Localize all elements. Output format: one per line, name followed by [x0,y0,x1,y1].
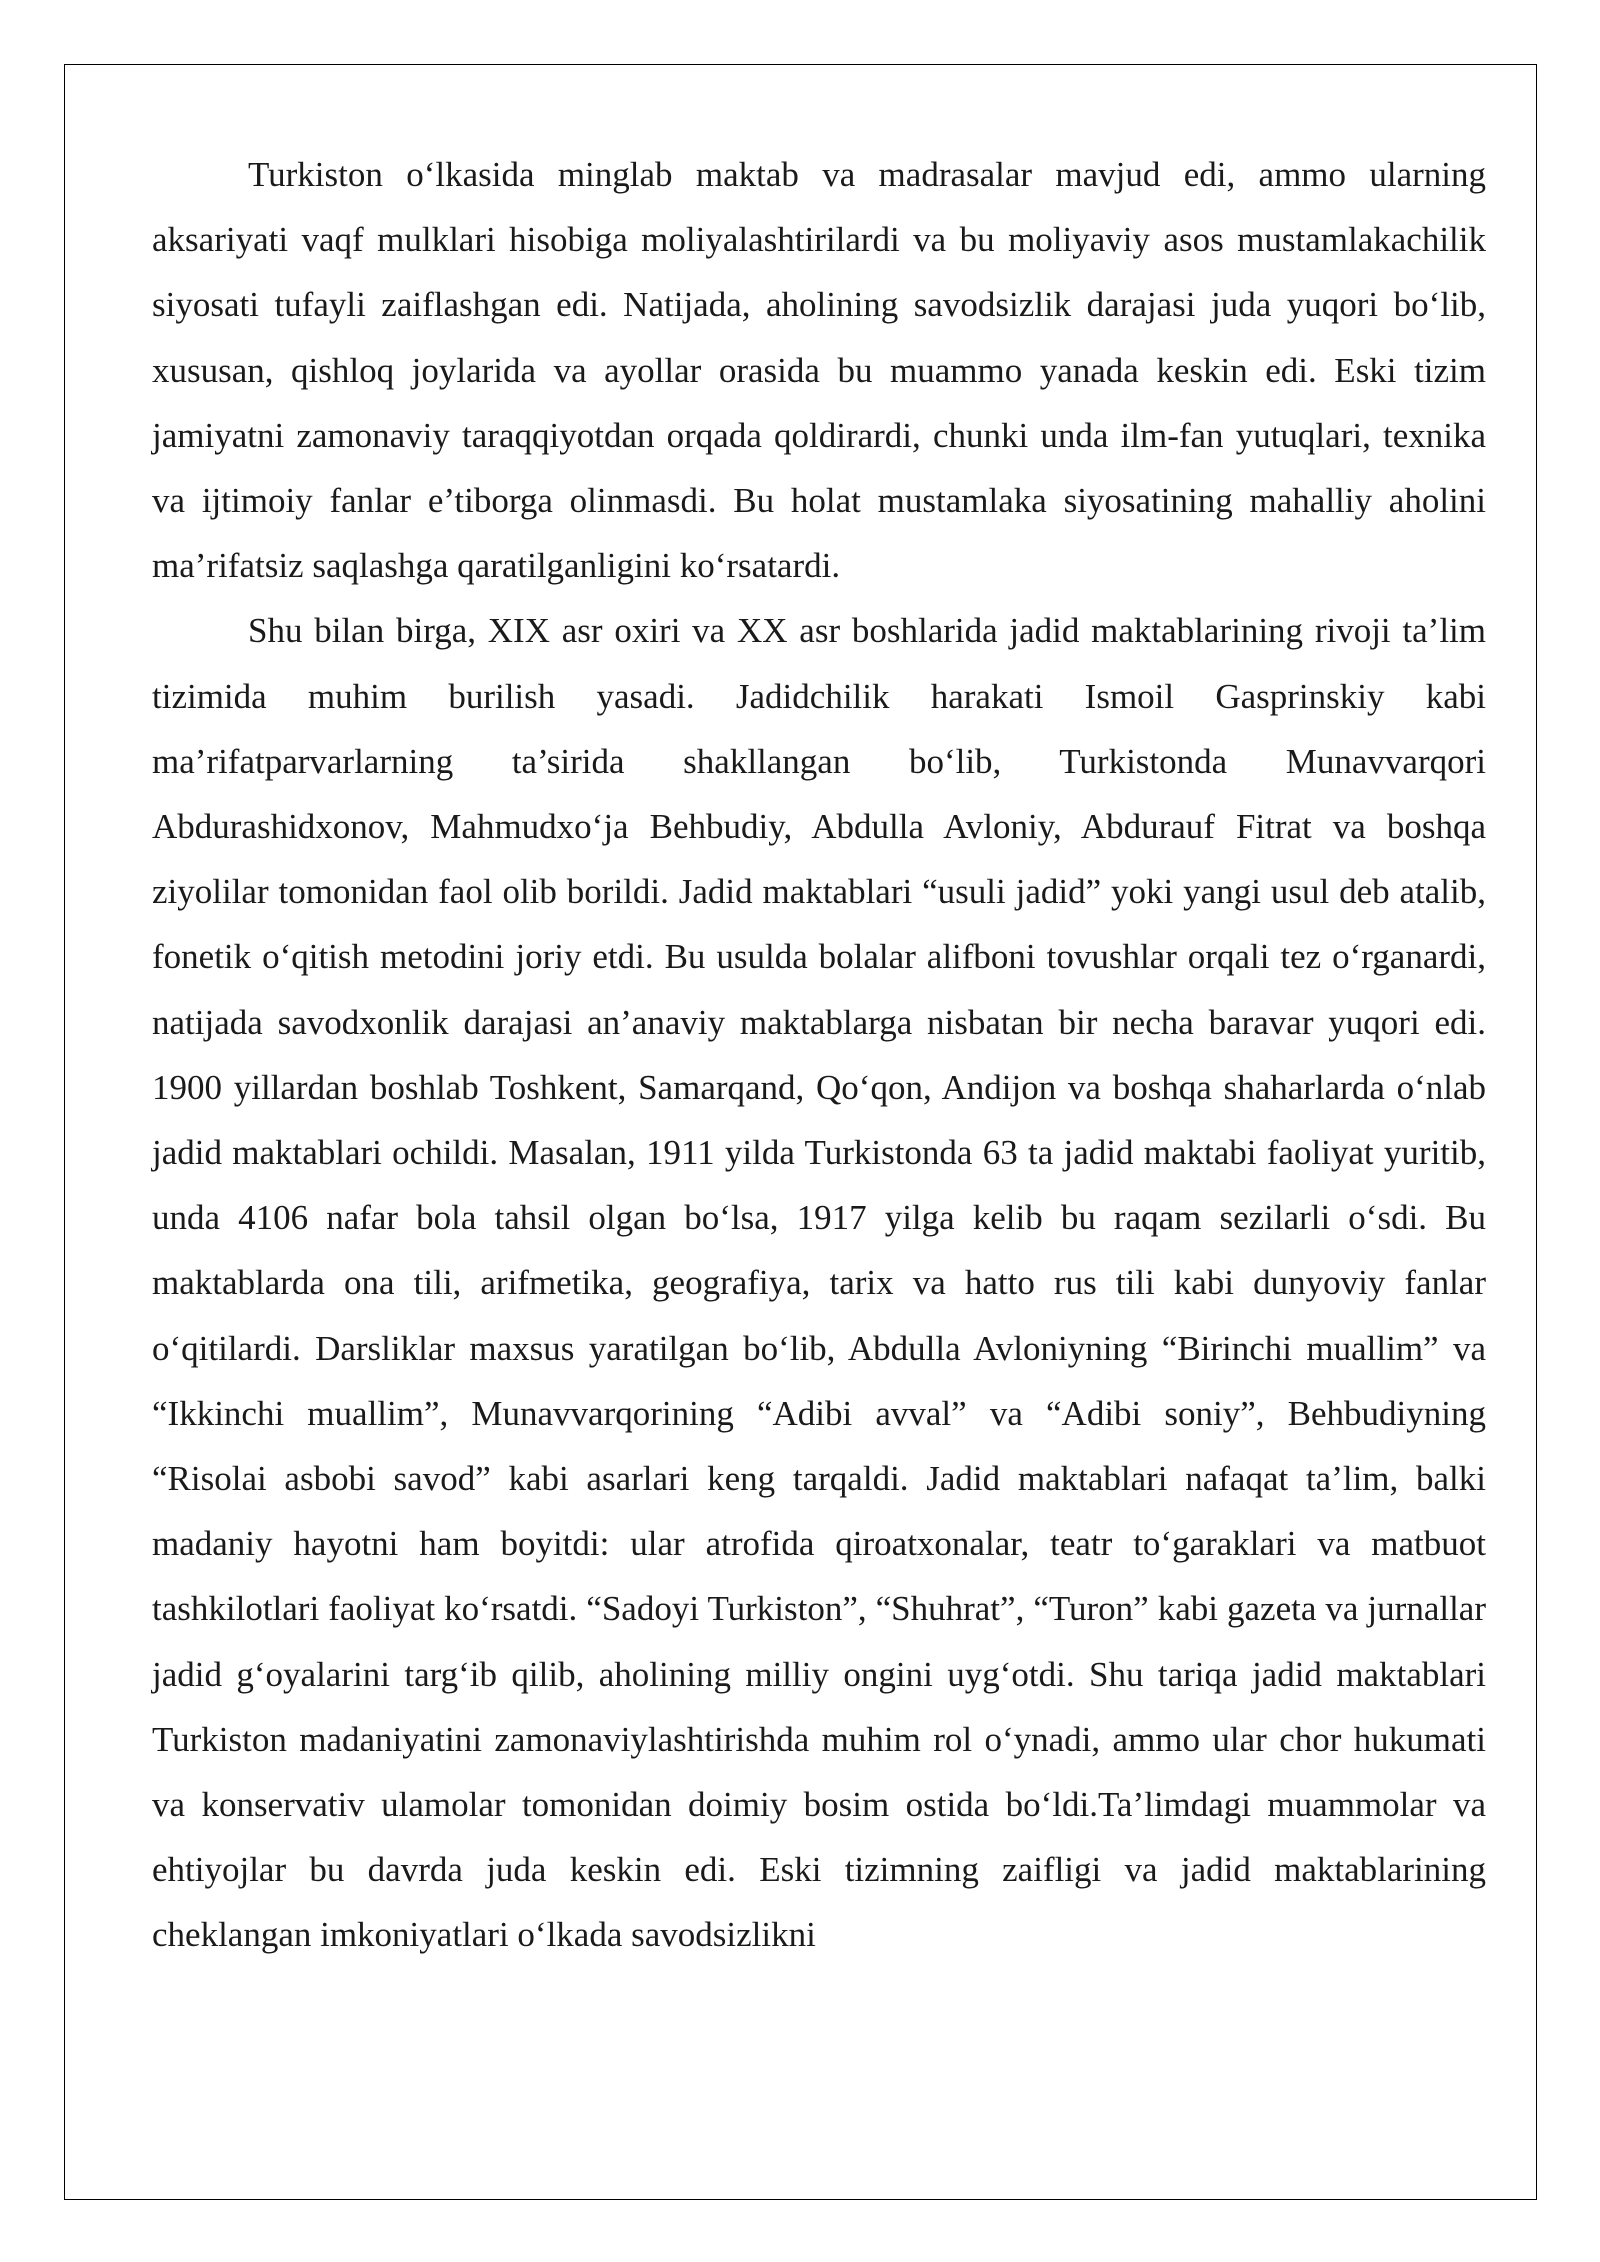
paragraph-2: Shu bilan birga, XIX asr oxiri va XX asr boshlarida jadid maktablarining rivoji ta’lim tizimida muhim burilish yasadi. Jadidchilik harakati Ismoil Gasprinskiy kabi ma’rifatparvarlarning ta’sirida shakllangan boʻlib, Turkistonda Munavvarqori Abdurashidxonov, Mahmudxoʻja Behbudiy, Abdulla Avloniy, Abdurauf Fitrat va boshqa ziyolilar tomonidan faol olib borildi. Jadid maktablari “usuli jadid” yoki yangi usul deb atalib, fonetik oʻqitish metodini joriy etdi. Bu usulda bolalar alifboni tovushlar orqali tez oʻrganardi, natijada savodxonlik darajasi an’anaviy maktablarga nisbatan bir necha baravar yuqori edi. 1900 yillardan boshlab Toshkent, Samarqand, Qoʻqon, Andijon va boshqa shaharlarda oʻnlab jadid maktablari ochildi. Masalan, 1911 yilda Turkistonda 63 ta jadid maktabi faoliyat yuritib, unda 4106 nafar bola tahsil olgan boʻlsa, 1917 yilga kelib bu raqam sezilarli oʻsdi. Bu maktablarda ona tili, arifmetika, geografiya, tarix va hatto rus tili kabi dunyoviy fanlar oʻqitilardi. Darsliklar maxsus yaratilgan boʻlib, Abdulla Avloniyning “Birinchi muallim” va “Ikkinchi muallim”, Munavvarqorining “Adibi avval” va “Adibi soniy”, Behbudiyning “Risolai asbobi savod” kabi asarlari keng tarqaldi. Jadid maktablari nafaqat ta’lim, balki madaniy hayotni ham boyitdi: ular atrofida qiroatxonalar, teatr toʻgaraklari va matbuot tashkilotlari faoliyat koʻrsatdi. “Sadoyi Turkiston”, “Shuhrat”, “Turon” kabi gazeta va jurnallar jadid gʻoyalarini targʻib qilib, aholining milliy ongini uygʻotdi. Shu tariqa jadid maktablari Turkiston madaniyatini zamonaviylashtirishda muhim rol oʻynadi, ammo ular chor hukumati va konservativ ulamolar tomonidan doimiy bosim ostida boʻldi.Ta’limdagi muammolar va ehtiyojlar bu davrda juda keskin edi. Eski tizimning zaifligi va jadid maktablarining cheklangan imkoniyatlari oʻlkada savodsizlikni [152,611,1486,1955]
paragraph-1: Turkiston oʻlkasida minglab maktab va madrasalar mavjud edi, ammo ularning aksariyati vaqf mulklari hisobiga moliyalashtirilardi va bu moliyaviy asos mustamlakachilik siyosati tufayli zaiflashgan edi. Natijada, aholining savodsizlik darajasi juda yuqori boʻlib, xususan, qishloq joylarida va ayollar orasida bu muammo yanada keskin edi. Eski tizim jamiyatni zamonaviy taraqqiyotdan orqada qoldirardi, chunki unda ilm-fan yutuqlari, texnika va ijtimoiy fanlar e’tiborga olinmasdi. Bu holat mustamlaka siyosatining mahalliy aholini ma’rifatsiz saqlashga qaratilganligini koʻrsatardi. [152,155,1486,586]
document-body [152,142,1486,1968]
